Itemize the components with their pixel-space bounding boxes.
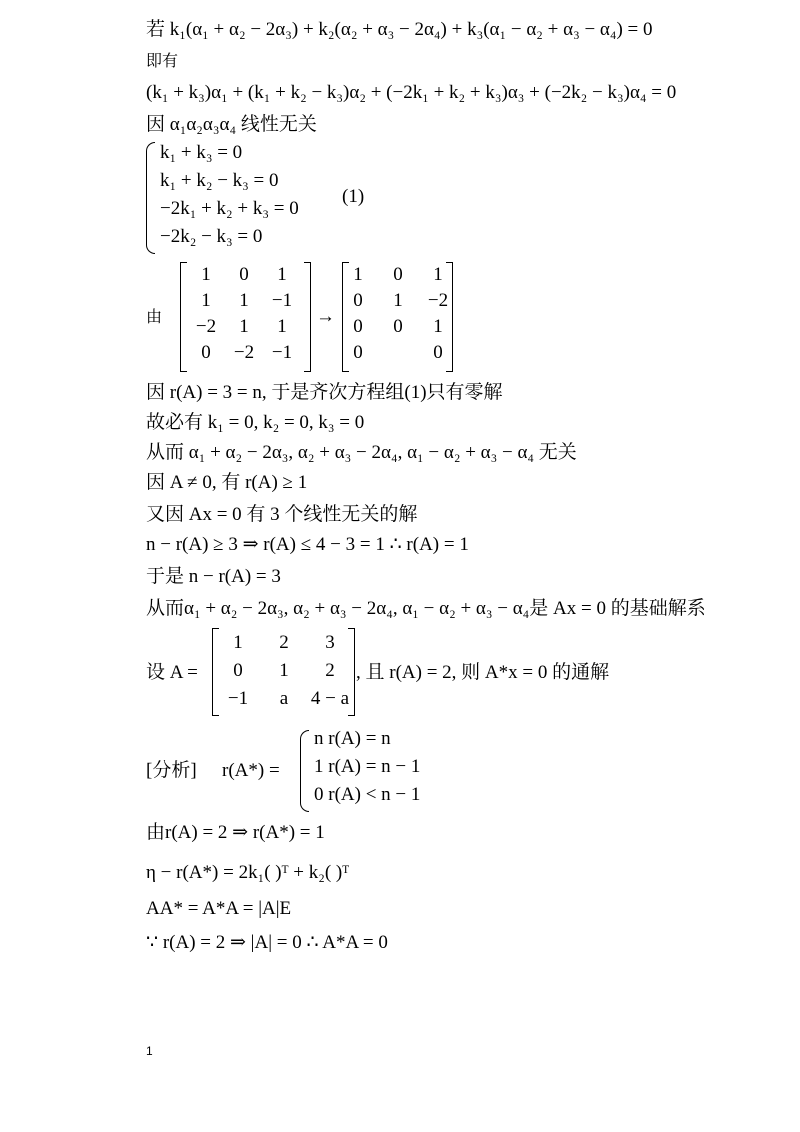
- basis-line: 从而α₁ + α₂ − 2α₃, α₂ + α₃ − 2α₄, α₁ − α₂ + α₃ − α₄是 Ax = 0 的基础解系: [146, 598, 706, 619]
- equation-line-3: (k₁ + k₃)α₁ + (k₁ + k₂ − k₃)α₂ + (−2k₁ + k₂ + k₃)α₃ + (−2k₂ − k₃)α₄ = 0: [146, 82, 677, 103]
- analysis-label: [分析]: [146, 760, 197, 781]
- rank-line: 因 r(A) = 3 = n, 于是齐次方程组(1)只有零解: [146, 382, 503, 403]
- left-matrix-cell: 1: [277, 264, 287, 285]
- analysis-case-2: 1 r(A) = n − 1: [314, 756, 421, 777]
- a-matrix-cell: 2: [325, 660, 335, 681]
- left-matrix-cell: −2: [233, 342, 255, 363]
- set-a-prefix: 设 A =: [146, 662, 198, 683]
- left-matrix-cell: 0: [239, 264, 249, 285]
- left-matrix-cell: 1: [201, 264, 211, 285]
- reduce-arrow: →: [316, 306, 335, 327]
- right-matrix-cell: 0: [353, 290, 363, 311]
- a-matrix-cell: 1: [279, 660, 289, 681]
- three-solutions-line: 又因 Ax = 0 有 3 个线性无关的解: [146, 504, 418, 525]
- system-eq-1: k₁ + k₃ = 0: [160, 142, 243, 163]
- right-matrix-cell: 1: [433, 264, 443, 285]
- left-matrix-cell: −1: [271, 342, 293, 363]
- left-matrix-cell: 1: [201, 290, 211, 311]
- set-a-suffix: , 且 r(A) = 2, 则 A*x = 0 的通解: [356, 662, 610, 683]
- reduce-prefix: 由: [146, 307, 163, 326]
- system-brace: [146, 142, 155, 254]
- left-matrix-cell: −2: [195, 316, 217, 337]
- a-matrix-cell: 3: [325, 632, 335, 653]
- independent-conclusion-line: 从而 α₁ + α₂ − 2α₃, α₂ + α₃ − 2α₄, α₁ − α₂ + α₃ − α₄ 无关: [146, 442, 577, 463]
- system-tag: (1): [342, 186, 365, 207]
- left-matrix-cell: −1: [271, 290, 293, 311]
- a-matrix-cell: 0: [233, 660, 243, 681]
- right-matrix-cell: 0: [353, 342, 363, 363]
- left-matrix-cell: 0: [201, 342, 211, 363]
- left-matrix-bracket-r: [304, 262, 311, 372]
- left-matrix-cell: 1: [239, 316, 249, 337]
- analysis-brace: [300, 730, 309, 812]
- a-matrix-cell: 2: [279, 632, 289, 653]
- a-matrix-cell: 1: [233, 632, 243, 653]
- right-matrix-cell: 1: [393, 290, 403, 311]
- system-eq-4: −2k₂ − k₃ = 0: [160, 226, 263, 247]
- text-line-independent: 因 α₁α₂α₃α₄ 线性无关: [146, 114, 317, 135]
- system-eq-2: k₁ + k₂ − k₃ = 0: [160, 170, 279, 191]
- right-matrix-cell: −2: [427, 290, 449, 311]
- adjugate-identity-line: AA* = A*A = |A|E: [146, 898, 292, 919]
- a-nonzero-line: 因 A ≠ 0, 有 r(A) ≥ 1: [146, 472, 308, 493]
- analysis-lhs: r(A*) =: [222, 760, 280, 781]
- rank-adjugate-line: 由r(A) = 2 ⇒ r(A*) = 1: [146, 822, 325, 843]
- nullity-line: 于是 n − r(A) = 3: [146, 566, 281, 587]
- a-matrix-cell: −1: [227, 688, 249, 709]
- right-matrix-cell: 0: [353, 316, 363, 337]
- zero-solution-line: 故必有 k₁ = 0, k₂ = 0, k₃ = 0: [146, 412, 365, 433]
- right-matrix-cell: 1: [433, 316, 443, 337]
- system-eq-3: −2k₁ + k₂ + k₃ = 0: [160, 198, 299, 219]
- determinant-line: ∵ r(A) = 2 ⇒ |A| = 0 ∴ A*A = 0: [146, 932, 388, 953]
- right-matrix-cell: 0: [393, 264, 403, 285]
- right-matrix-cell: 0: [433, 342, 443, 363]
- analysis-case-1: n r(A) = n: [314, 728, 391, 749]
- page-number: 1: [146, 1044, 153, 1058]
- right-matrix-cell: 1: [353, 264, 363, 285]
- left-matrix-cell: 1: [239, 290, 249, 311]
- general-solution-line: η − r(A*) = 2k₁( )ᵀ + k₂( )ᵀ: [146, 862, 350, 883]
- analysis-case-3: 0 r(A) < n − 1: [314, 784, 421, 805]
- equation-line-1: 若 k₁(α₁ + α₂ − 2α₃) + k₂(α₂ + α₃ − 2α₄) + k₃(α₁ − α₂ + α₃ − α₄) = 0: [146, 19, 653, 40]
- text-line-jiyou: 即有: [146, 51, 179, 70]
- a-matrix-cell: 4 − a: [310, 688, 350, 709]
- left-matrix-cell: 1: [277, 316, 287, 337]
- right-matrix-cell: 0: [393, 316, 403, 337]
- a-matrix-cell: a: [279, 688, 289, 709]
- rank-inequality-line: n − r(A) ≥ 3 ⇒ r(A) ≤ 4 − 3 = 1 ∴ r(A) = 1: [146, 534, 469, 555]
